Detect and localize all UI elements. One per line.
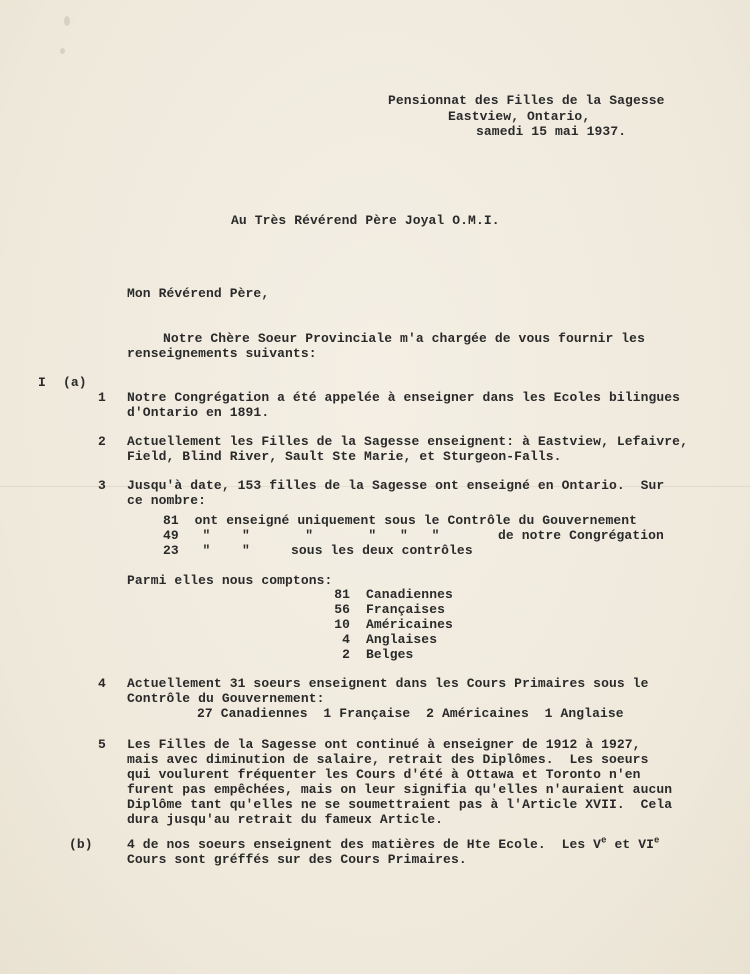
paper-blemish — [60, 48, 65, 54]
item-2-line-2: Field, Blind River, Sault Ste Marie, et Sturgeon-Falls. — [127, 449, 562, 464]
section-b-label: (b) — [69, 837, 93, 852]
nationality-count: 81 — [334, 587, 350, 602]
superscript: e — [601, 835, 607, 846]
header-date: samedi 15 mai 1937. — [476, 124, 627, 139]
paper-blemish — [64, 16, 70, 26]
section-b-line-2: Cours sont gréffés sur des Cours Primaires. — [127, 852, 467, 867]
nationality-label: Anglaises — [366, 632, 438, 647]
section-i-label: I — [38, 375, 46, 390]
nationality-label: Belges — [366, 647, 414, 662]
item-number-1: 1 — [98, 390, 106, 405]
item-1-line-2: d'Ontario en 1891. — [127, 405, 270, 420]
item-3-line-2: ce nombre: — [127, 493, 207, 508]
item-4-line-2: Contrôle du Gouvernement: — [127, 691, 325, 706]
item-4-line-3: 27 Canadiennes 1 Française 2 Américaines 1 Anglaise — [197, 706, 624, 721]
item-5-line-6: dura jusqu'au retrait du fameux Article. — [127, 812, 444, 827]
item-1-line-1: Notre Congrégation a été appelée à enseigner dans les Ecoles bilingues — [127, 390, 681, 405]
intro-line-1: Notre Chère Soeur Provinciale m'a chargée de vous fournir les — [163, 331, 645, 346]
header-institution: Pensionnat des Filles de la Sagesse — [388, 93, 665, 108]
nationality-label: Françaises — [366, 602, 446, 617]
section-b-line-1 — [127, 837, 660, 852]
item-5-line-3: qui voulurent fréquenter les Cours d'été à Ottawa et Toronto n'en — [127, 767, 641, 782]
item-3-row-3-end: sous les deux contrôles — [291, 543, 473, 558]
nationality-count: 10 — [334, 617, 350, 632]
section-b-text: 4 de nos soeurs enseignent des matières de Hte Ecole. Les V — [127, 837, 602, 852]
section-a-label: (a) — [63, 375, 87, 390]
item-3-line-1: Jusqu'à date, 153 filles de la Sagesse ont enseigné en Ontario. Sur — [127, 478, 665, 493]
nationality-count: 4 — [342, 632, 350, 647]
nationality-label: Canadiennes — [366, 587, 453, 602]
item-3-row-1: 81 ont enseigné uniquement sous le Contrôle du Gouvernement — [163, 513, 638, 528]
nationality-count: 2 — [342, 647, 350, 662]
section-b-text: et VI — [606, 837, 655, 852]
item-number-3: 3 — [98, 478, 106, 493]
item-2-line-1: Actuellement les Filles de la Sagesse enseignent: à Eastview, Lefaivre, — [127, 434, 688, 449]
header-location: Eastview, Ontario, — [448, 109, 591, 124]
salutation: Mon Révérend Père, — [127, 286, 270, 301]
nationality-label: Américaines — [366, 617, 453, 632]
item-5-line-1: Les Filles de la Sagesse ont continué à enseigner de 1912 à 1927, — [127, 737, 641, 752]
item-number-2: 2 — [98, 434, 106, 449]
item-number-4: 4 — [98, 676, 106, 691]
item-5-line-5: Diplôme tant qu'elles ne se soumettraient pas à l'Article XVII. Cela — [127, 797, 673, 812]
intro-line-2: renseignements suivants: — [127, 346, 317, 361]
item-5-line-4: furent pas empêchées, mais on leur signifia qu'elles n'auraient aucun — [127, 782, 673, 797]
item-3-row-2: 49 " " " " " " — [163, 528, 440, 543]
parmi-line: Parmi elles nous comptons: — [127, 573, 333, 588]
item-5-line-2: mais avec diminution de salaire, retrait des Diplômes. Les soeurs — [127, 752, 649, 767]
item-3-row-3: 23 " " — [163, 543, 250, 558]
superscript: e — [654, 835, 660, 846]
item-3-row-2-end: de notre Congrégation — [498, 528, 664, 543]
item-4-line-1: Actuellement 31 soeurs enseignent dans les Cours Primaires sous le — [127, 676, 649, 691]
item-number-5: 5 — [98, 737, 106, 752]
addressee: Au Très Révérend Père Joyal O.M.I. — [231, 213, 500, 228]
nationality-count: 56 — [334, 602, 350, 617]
